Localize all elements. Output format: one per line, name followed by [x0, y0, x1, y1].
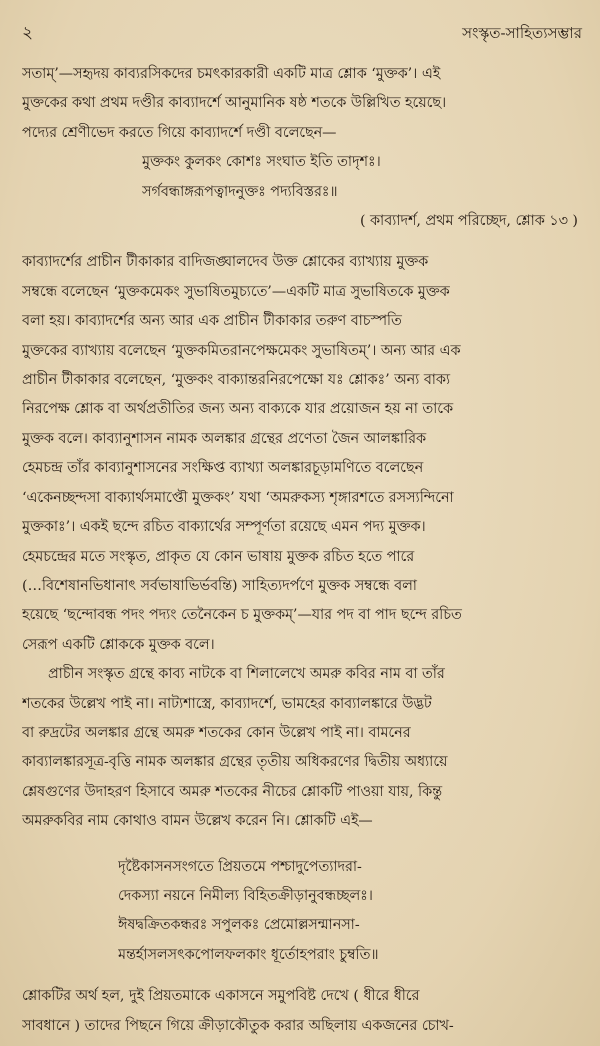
page-header: [22, 20, 582, 60]
running-title: সংস্কৃত-সাহিত্যসম্ভার: [462, 24, 582, 42]
verse-line: সর্গবন্ধাঙ্গরূপত্বাদনুক্তঃ পদ্যবিস্তরঃ॥: [142, 183, 338, 200]
verse-line: দৃষ্টৈকাসনসংগতে প্রিয়তমে পশ্চাদুপেত্যাদরা-: [118, 858, 362, 875]
text-line: শ্লেষগুণের উদাহরণ হিসাবে অমরু শতকের নীচের শ্লোকটি পাওয়া যায়, কিন্তু: [22, 783, 442, 800]
text-line: সম্বন্ধে বলেছেন ‘মুক্তকমেকং সুভাষিতমুচ্যতে’—একটি মাত্র সুভাষিতকে মুক্তক: [22, 283, 450, 300]
verse-block-2: [22, 853, 582, 971]
text-line: নিরপেক্ষ শ্লোক বা অর্থপ্রতীতির জন্য অন্য বাক্যকে যার প্রয়োজন হয় না তাকে: [22, 401, 454, 418]
paragraph-1: [22, 60, 582, 148]
text-line: পদ্যের শ্রেণীভেদ করতে গিয়ে কাব্যাদর্শে দণ্ডী বলেছেন—: [22, 124, 337, 141]
text-line: মুক্তক বলে। কাব্যানুশাসন নামক অলঙ্কার গ্রন্থের প্রণেতা জৈন আলঙ্কারিক: [22, 430, 426, 447]
verse-block-1: [22, 148, 582, 207]
text-line: সাবধানে ) তাদের পিছনে গিয়ে ক্রীড়াকৌতুক করার অছিলায় একজনের চোখ-: [22, 1017, 454, 1034]
text-line: মুক্তকাঃ’। একই ছন্দে রচিত বাক্যার্থের সম্পূর্ণতা রয়েছে এমন পদ্য মুক্তক।: [22, 519, 426, 536]
text-line: হেমচন্দ্রের মতে সংস্কৃত, প্রাকৃত যে কোন ভাষায় মুক্তক রচিত হতে পারে: [22, 548, 415, 565]
verse-citation: ( কাব্যাদর্শ, প্রথম পরিচ্ছেদ, শ্লোক ১৩ ): [359, 213, 578, 230]
text-line: ‘একেনচ্ছন্দসা বাক্যার্থসমাপ্তৌ মুক্তকং’ যথা ‘অমরুকস্য শৃঙ্গারশতে রসস্যন্দিনো: [22, 489, 454, 506]
text-line: শতকের উল্লেখ পাই না। নাট্যশাস্ত্রে, কাব্যাদর্শে, ভামহের কাব্যালঙ্কারে উদ্ভট: [22, 695, 432, 712]
paragraph-4: [22, 982, 582, 1041]
verse-line: মুক্তকং কুলকং কোশঃ সংঘাত ইতি তাদৃশঃ।: [142, 154, 381, 171]
text-line: সতাম্’—সহৃদয় কাব্যরসিকদের চমৎকারকারী একটি মাত্র শ্লোক ‘মুক্তক’। এই: [22, 66, 441, 82]
text-line: অমরুকবির নাম কোথাও বামন উল্লেখ করেন নি। শ্লোকটি এই—: [22, 813, 373, 830]
page-body: [22, 60, 582, 1041]
text-line: হেমচন্দ্র তাঁর কাব্যানুশাসনের সংক্ষিপ্ত ব্যাখ্যা অলঙ্কারচূড়ামণিতে বলেছেন: [22, 460, 424, 477]
text-line: কাব্যালঙ্কারসূত্র-বৃত্তি নামক অলঙ্কার গ্রন্থের তৃতীয় অধিকরণের দ্বিতীয় অধ্যায়ে: [22, 754, 448, 771]
paragraph-3: [22, 660, 582, 836]
text-line: সেরূপ একটি শ্লোককে মুক্তক বলে।: [22, 636, 215, 653]
text-line: (…বিশেষানভিধানাৎ সর্বভাষাভির্ভবন্তি) সাহিত্যদর্পণে মুক্তক সম্বন্ধে বলা: [22, 577, 417, 594]
text-line: মুক্তকের ব্যাখ্যায় বলেছেন ‘মুক্তকমিতরানপেক্ষমেকং সুভাষিতম্’। অন্য আর এক: [22, 342, 461, 359]
text-line: প্রাচীন টীকাকার বলেছেন, ‘মুক্তকং বাক্যান্তরনিরপেক্ষো যঃ শ্লোকঃ’ অন্য বাক্য: [22, 372, 451, 389]
text-line: বলা হয়। কাব্যাদর্শের অন্য আর এক প্রাচীন টীকাকার তরুণ বাচস্পতি: [22, 313, 402, 330]
text-line: মুক্তকের কথা প্রথম দণ্ডীর কাব্যাদর্শে আনুমানিক ষষ্ঠ শতকে উল্লিখিত হয়েছে।: [22, 95, 447, 112]
verse-line: মন্তর্হাসলসৎকপোলফলকাং ধূর্তোহপরাং চুম্বতি॥: [118, 946, 379, 963]
text-line: হয়েছে ‘ছন্দোবন্ধ পদং পদ্যং তেনৈকেন চ মুক্তকম্’—যার পদ বা পাদ ছন্দে রচিত: [22, 607, 462, 624]
verse-line: দেকস্যা নয়নে নিমীল্য বিহিতক্রীড়ানুবন্ধচ্ছলঃ।: [118, 887, 373, 904]
text-line: শ্লোকটির অর্থ হল, দুই প্রিয়তমাকে একাসনে সমুপবিষ্ট দেখে ( ধীরে ধীরে: [22, 988, 420, 1005]
paragraph-2: [22, 248, 582, 660]
verse-line: ঈষদ্বক্রিতকন্ধরঃ সপুলকঃ প্রেমোল্লসন্মানসা-: [118, 917, 360, 934]
page-number: ২: [22, 23, 34, 43]
text-line: কাব্যাদর্শের প্রাচীন টীকাকার বাদিজঙ্ঘালদেব উক্ত শ্লোকের ব্যাখ্যায় মুক্তক: [22, 254, 429, 271]
text-line: প্রাচীন সংস্কৃত গ্রন্থে কাব্য নাটকে বা শিলালেখে অমরু কবির নাম বা তাঁর: [48, 666, 445, 683]
text-line: বা রুদ্রটের অলঙ্কার গ্রন্থে অমরু শতকের কোন উল্লেখ পাই না। বামনের: [22, 724, 411, 741]
